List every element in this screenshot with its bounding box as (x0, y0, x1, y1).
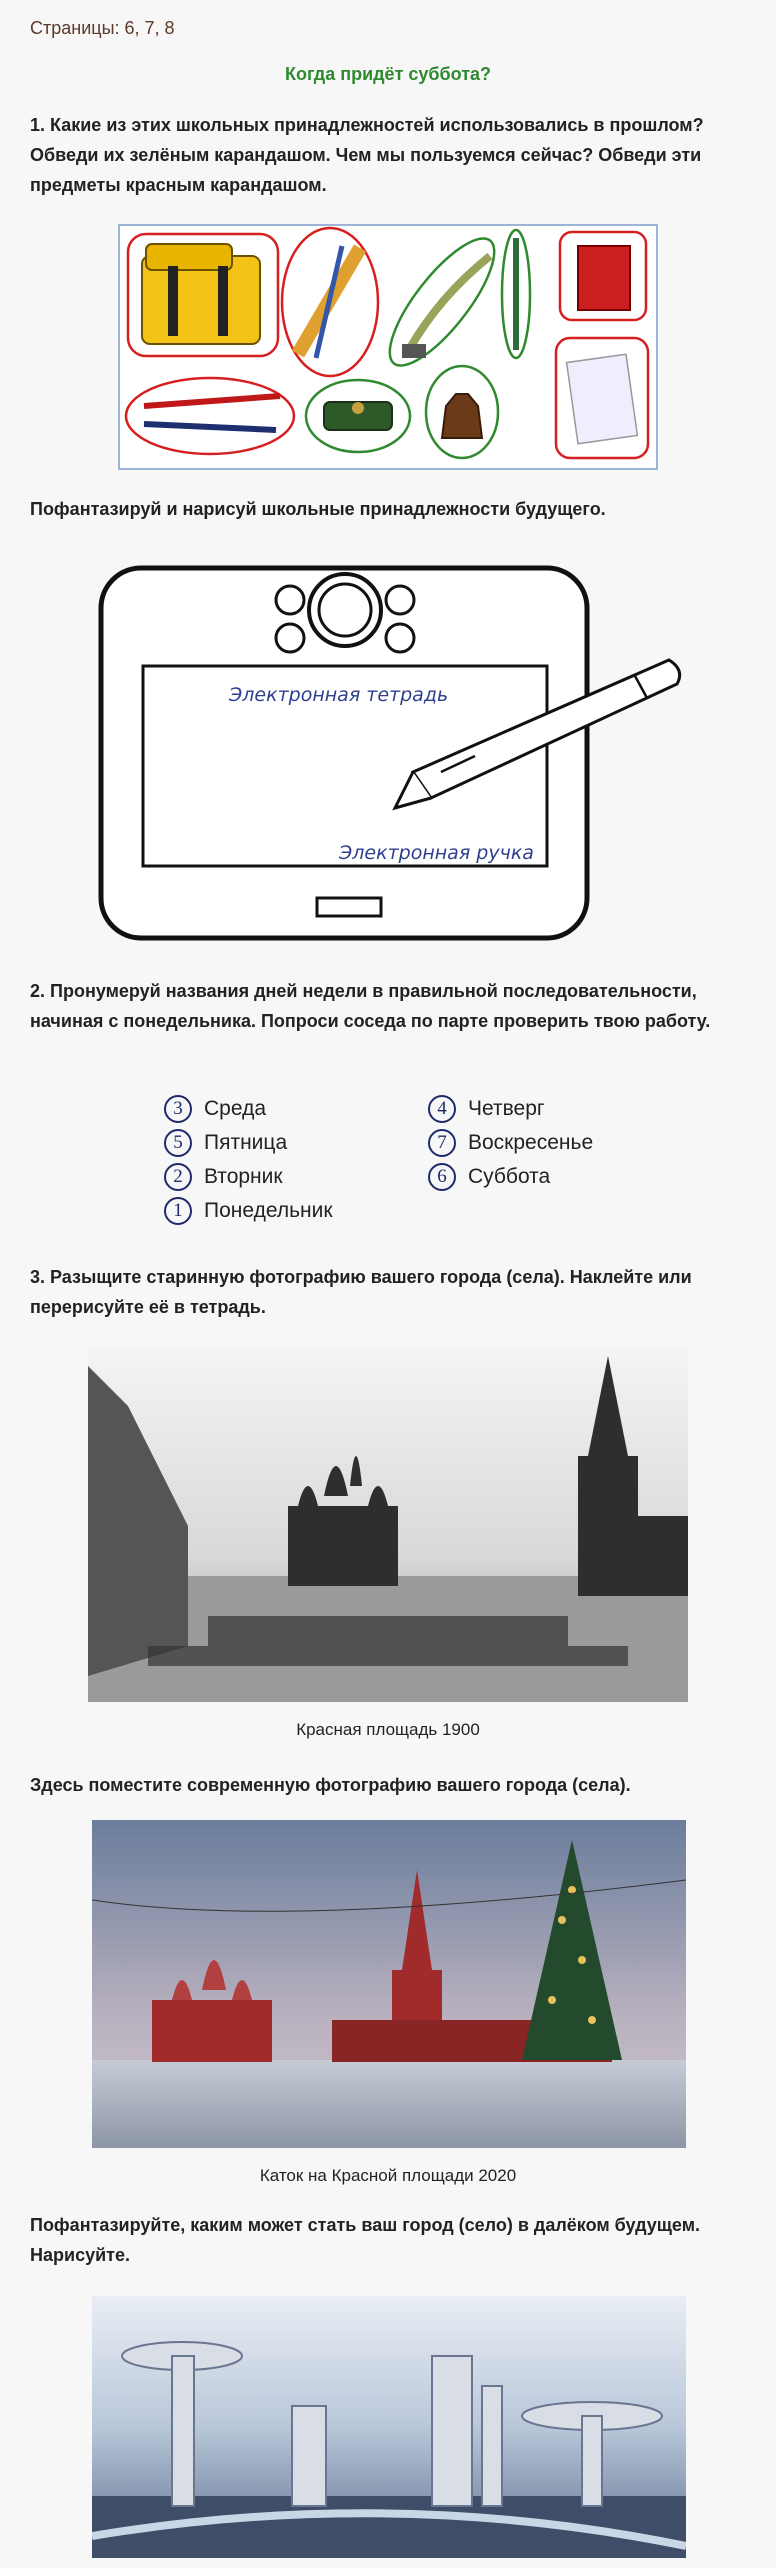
task1-text: 1. Какие из этих школьных принадлежностей использовались в прошлом? Обведи их зелёным карандашом. Чем мы пользуемся сейчас? Обведи эти предметы красным карандашом. (30, 115, 704, 195)
future-tablet-figure (95, 560, 695, 960)
day-name: Вторник (204, 1165, 283, 1188)
day-item (164, 1194, 384, 1228)
future-city-picture (92, 2296, 686, 2558)
page-title: Когда придёт суббота? (284, 64, 492, 84)
school-supplies-illustration (120, 226, 656, 468)
day-item (428, 1126, 668, 1160)
photo1-caption: Красная площадь 1900 (296, 1720, 480, 1739)
day-number: 3 (164, 1095, 192, 1123)
pages-label: Страницы: 6, 7, 8 (30, 18, 175, 38)
modern-photo-text: Здесь поместите современную фотографию вашего города (села). (30, 1775, 631, 1795)
days-list-right (428, 1092, 668, 1194)
day-number: 2 (164, 1163, 192, 1191)
old-red-square-photo (88, 1346, 688, 1702)
school-supplies-figure (118, 224, 658, 470)
day-item (428, 1160, 668, 1194)
notebook-label: Электронная тетрадь (229, 684, 449, 706)
day-item (164, 1092, 384, 1126)
day-number: 6 (428, 1163, 456, 1191)
day-item (428, 1092, 668, 1126)
day-name: Суббота (468, 1165, 551, 1188)
task1b-text: Пофантазируй и нарисуй школьные принадлежности будущего. (30, 499, 606, 519)
future-city-text: Пофантазируйте, каким может стать ваш город (село) в далёком будущем. Нарисуйте. (30, 2215, 701, 2265)
task3-text: 3. Разыщите старинную фотографию вашего города (села). Наклейте или перерисуйте её в тетрадь. (30, 1267, 692, 1317)
modern-skating-rink-photo (92, 1820, 686, 2148)
days-list-left (164, 1092, 384, 1228)
day-number: 1 (164, 1197, 192, 1225)
day-name: Пятница (204, 1131, 288, 1154)
day-name: Четверг (468, 1097, 545, 1120)
photo2-caption: Каток на Красной площади 2020 (259, 2166, 517, 2185)
pen-label: Электронная ручка (339, 842, 534, 864)
day-name: Воскресенье (468, 1131, 594, 1154)
day-name: Понедельник (204, 1199, 333, 1222)
day-number: 4 (428, 1095, 456, 1123)
day-name: Среда (204, 1097, 266, 1120)
day-item (164, 1160, 384, 1194)
tablet-illustration (95, 560, 695, 960)
day-number: 5 (164, 1129, 192, 1157)
day-number: 7 (428, 1129, 456, 1157)
day-item (164, 1126, 384, 1160)
task2-text: 2. Пронумеруй названия дней недели в правильной последовательности, начиная с понедельника. Попроси соседа по парте проверить твою работу. (30, 981, 711, 1031)
